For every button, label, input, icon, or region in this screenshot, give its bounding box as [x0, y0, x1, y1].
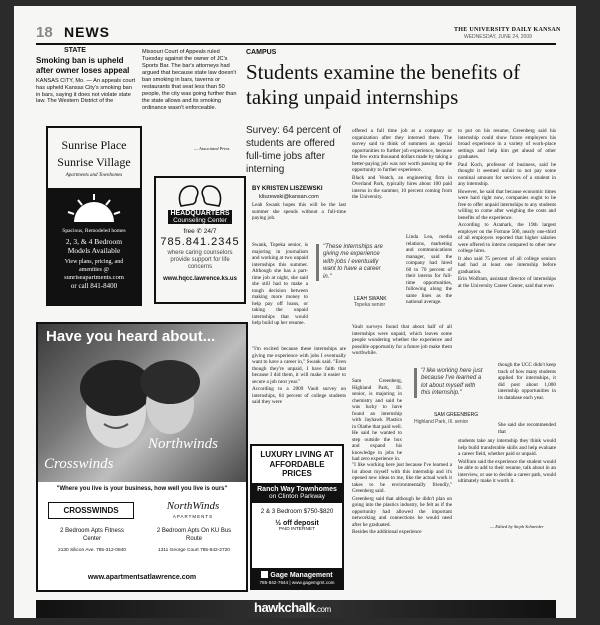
state-kicker: STATE	[64, 47, 86, 54]
northwinds-address: 1311 George Court 785-842-2720	[158, 548, 230, 553]
paragraph: Wolfram said the experience the student would be able to add to their resume, talk about in an interview, or use to decide a career path, would ultimately make it worth it.	[458, 458, 556, 484]
paragraph: It also said 75 percent of all college seniors had had at least one internship before graduation.	[458, 255, 556, 275]
ranch-deposit: ½ off deposit	[275, 519, 319, 527]
paragraph: students take any internship they think would help build transferable skills and help evaluate a career field, whether paid or unpaid.	[458, 438, 556, 457]
sunrise-name-2: Sunrise Village	[57, 155, 131, 169]
newspaper-page	[14, 6, 576, 618]
state-credit: — Associated Press	[194, 146, 230, 151]
paragraph: Linda Lea, media relations, marketing and communications manager, said the company had hired 60 to 70 percent of their interns for full-time opportunities, following along the same lines as the national average.	[406, 234, 452, 305]
crosswinds-banner: Have you heard about...	[46, 328, 216, 345]
crosswinds-script: Crosswinds	[44, 456, 114, 472]
article-column-2a	[352, 128, 452, 202]
article-column-3c	[498, 422, 556, 436]
sunrise-line-4: View plans, pricing, and amenities @	[64, 259, 124, 273]
crosswinds-logo: CROSSWINDS	[48, 502, 134, 519]
pull-quote-swank-title: Topeka senior	[354, 302, 386, 308]
article-byline: BY KRISTEN LISZEWSKI	[252, 186, 323, 192]
page-number: 18	[36, 24, 53, 41]
headquarters-faces-icon	[175, 182, 225, 208]
paragraph: Black and Veatch, an engineering firm in Overland Park, typically hires about 100 paid interns in the summer, 10 percent coming from the University.	[352, 174, 452, 200]
state-col1: KANSAS CITY, Mo. — An appeals court has upheld Kansas City's smoking ban in bars, saying it does not violate state law. The Western District of the	[36, 78, 136, 105]
crosswinds-detail: 2 Bedroom Apts Fitness Center	[60, 528, 124, 542]
article-headline: Students examine the benefits of taking unpaid internships	[246, 60, 521, 109]
article-column-1	[252, 202, 346, 223]
sunrise-line-2: 2, 3, & 4 Bedroom	[65, 237, 123, 246]
ranch-name: Ranch Way Townhomes	[257, 485, 337, 493]
hawkchalk-suffix: .com	[315, 605, 331, 614]
gage-logo-icon	[261, 571, 268, 578]
ranch-way-ad[interactable]	[250, 444, 344, 590]
sunrise-panel	[48, 188, 140, 304]
sunrise-ad[interactable]	[46, 126, 142, 306]
northwinds-logo: NorthWinds	[166, 500, 220, 512]
pull-quote-greenberg-title: Highland Park, Ill. senior	[414, 419, 469, 425]
article-column-3b	[498, 362, 556, 402]
paragraph: though the UCC didn't keep track of how many students applied for internships, it did post about 1,000 internship opportunities in its database each year.	[498, 362, 556, 401]
sunrise-line-1: Spacious, Remodeled homes	[62, 228, 126, 234]
paragraph: Leah Swank hopes this will be the last summer she spends without a full-time paying job.	[252, 202, 346, 221]
paragraph: Swank, Topeka senior, is majoring in journalism and working at two unpaid internships this summer. Although she has a part-time job at night, she said she still had to make a tough decision between making more money to help pay off loans, or taking the unpaid internships that would help build up her resume.	[252, 242, 308, 326]
paragraph: According to a 2009 Vault survey on internships, 64 percent of college students said they were	[252, 386, 346, 405]
editor-credit: — Edited by Steph Schneider	[490, 524, 544, 529]
article-column-1b	[252, 242, 308, 328]
pull-quote-greenberg: "I like working here just because I've learned a lot about myself with this internship."	[414, 368, 486, 398]
headquarters-ad[interactable]	[154, 176, 246, 304]
pull-quote-swank: "These internships are giving me experience with jobs I eventually want to have a career in."	[316, 244, 384, 281]
ranch-footer	[252, 568, 342, 588]
headquarters-name-2: Counseling Center	[168, 217, 232, 224]
paragraph: Greenberg said that although he didn't plan on going into the plastics industry, he felt as if the opportunity had allowed the important networking and connections he would need after he graduated.	[352, 495, 452, 528]
article-column-2c	[352, 324, 452, 358]
headquarters-hours: free ✆ 24/7	[183, 228, 217, 235]
northwinds-logo-sub: APARTMENTS	[172, 514, 214, 519]
paragraph: Vault surveys found that about half of all internships were unpaid, which leaves some people wondering whether the experience and possible opportunity for a future job make them worthwhile.	[352, 324, 452, 356]
sunrise-url[interactable]: sunriseapartments.com	[64, 274, 124, 281]
headquarters-tagline: where caring counselors provide support for life concerns	[167, 250, 233, 270]
northwinds-detail: 2 Bedroom Apts On KU Bus Route	[156, 528, 232, 542]
header-rule	[36, 43, 556, 45]
article-column-2d	[352, 378, 402, 464]
crosswinds-ad[interactable]	[36, 322, 248, 592]
article-deck: Survey: 64 percent of students are offered full-time jobs after interning	[246, 125, 342, 175]
state-col2: Missouri Court of Appeals ruled Tuesday against the owner of JC's Sports Bar. The bar's attorneys had argued that because state law doesn't ban smoking in bars, taverns or restaurants that seat less than 50 people, the city was going further than the state allows and its smoking ordinance wasn't enforceable.	[142, 49, 237, 111]
article-column-2b	[406, 234, 452, 307]
issue-date: WEDNESDAY, JUNE 24, 2009	[464, 34, 532, 40]
northwinds-script: Northwinds	[148, 436, 219, 452]
article-email: kliszewski@kansan.com	[259, 194, 319, 200]
sunrise-line-3: Models Available	[67, 246, 121, 255]
ranch-contact[interactable]: 785-842-7644 | www.gagemgmt.com	[259, 580, 335, 585]
ranch-price: 2 & 3 Bedroom $750-$820	[260, 507, 334, 515]
crosswinds-tagline: "Where you live is your business, how well you live is ours"	[56, 486, 228, 492]
paragraph: to put on his resume, Greenberg said his internship could show future employers his broad experience in a variety of work-place settings and help him get ahead of other graduates.	[458, 128, 556, 160]
paragraph: "I'm excited because these internships are giving me experience with jobs I eventually want to have a career in," Swank said. "Even though they're unpaid, I have faith that because I did them, it will make it easier to secure a job next year."	[252, 346, 346, 385]
paragraph: Sam Greenberg, Highland Park, Ill. senior, is majoring in chemistry and said he was lucky to have found an internship with Jayhawk Plastics in Olathe that paid well. He said he wanted to step outside the box and expand his knowledge in jobs he had zero experience in.	[352, 378, 402, 462]
paragraph: She said she recommended that	[498, 422, 556, 435]
sunrise-tagline: Apartments and Townhomes	[65, 173, 123, 178]
ranch-name-band	[252, 483, 342, 503]
section-name: NEWS	[64, 24, 110, 40]
paragraph: According to Aramark, the 19th largest employer on the Fortune 500, nearly one-third of all employers reported that higher salaries were offered to interns compared to other new college hires.	[458, 222, 556, 254]
sunrise-name-1: Sunrise Place	[61, 138, 127, 152]
ranch-headline: LUXURY LIVING AT AFFORDABLE PRICES	[260, 450, 334, 478]
crosswinds-address: 2130 Silicon Ave. 785-312-0840	[58, 548, 126, 553]
hawkchalk-brand: hawkchalk	[254, 600, 316, 615]
paragraph: Erin Wolfram, assistant director of internships at the University Career Center, said that even	[458, 276, 556, 289]
pull-quote-greenberg-name: SAM GREENBERG	[434, 412, 479, 418]
ranch-deposit-note: PAID INTERNET	[278, 526, 316, 532]
ranch-location: on Clinton Parkway	[269, 492, 325, 500]
paragraph: "I like working here just because I've learned a lot about myself with this internship and it's opened new ideas to me, like the actual work it takes to be environmentally friendly," Greenberg said.	[352, 462, 452, 494]
crosswinds-url[interactable]: www.apartmentsatlawrence.com	[87, 574, 197, 581]
headquarters-phone[interactable]: 785.841.2345	[160, 236, 240, 248]
paragraph: offered a full time job at a company or organization after they interned there. The survey said to think of summers as special opportunities to further job experience, because the few extra thousand dollars made by taking a better-paying job was not worth passing up the opportunity to further experience.	[352, 128, 452, 173]
headquarters-name-1: HEADQUARTERS	[168, 210, 232, 217]
sunrise-phone: or call 841-8400	[70, 282, 118, 290]
paragraph: However, he said that because economic times were hard right now, companies ought to be free to offer unpaid internships to any students willing to come after weighing the costs and benefits of the experience.	[458, 188, 556, 221]
state-headline: Smoking ban is upheld after owner loses appeal	[36, 56, 130, 75]
headquarters-url[interactable]: www.hqcc.lawrence.ks.us	[163, 276, 237, 282]
hawkchalk-logo[interactable]	[254, 600, 331, 615]
gage-management-logo	[252, 571, 342, 579]
paragraph: Besides the additional experience	[352, 529, 422, 535]
pull-quote-swank-name: LEAH SWANK	[354, 296, 387, 302]
sun-logo-icon	[64, 192, 124, 224]
masthead: THE UNIVERSITY DAILY KANSAN	[454, 27, 561, 33]
article-column-1c	[252, 346, 346, 407]
article-column-3d	[458, 438, 556, 486]
article-column-3	[458, 128, 556, 290]
paragraph: Paul Koch, professor of business, said he thought it seemed unfair to not pay some nominal amount for services of a student in any internship.	[458, 161, 556, 187]
ranch-company: Gage Management	[270, 572, 333, 579]
article-column-2e	[352, 462, 452, 537]
article-kicker: CAMPUS	[246, 49, 277, 56]
